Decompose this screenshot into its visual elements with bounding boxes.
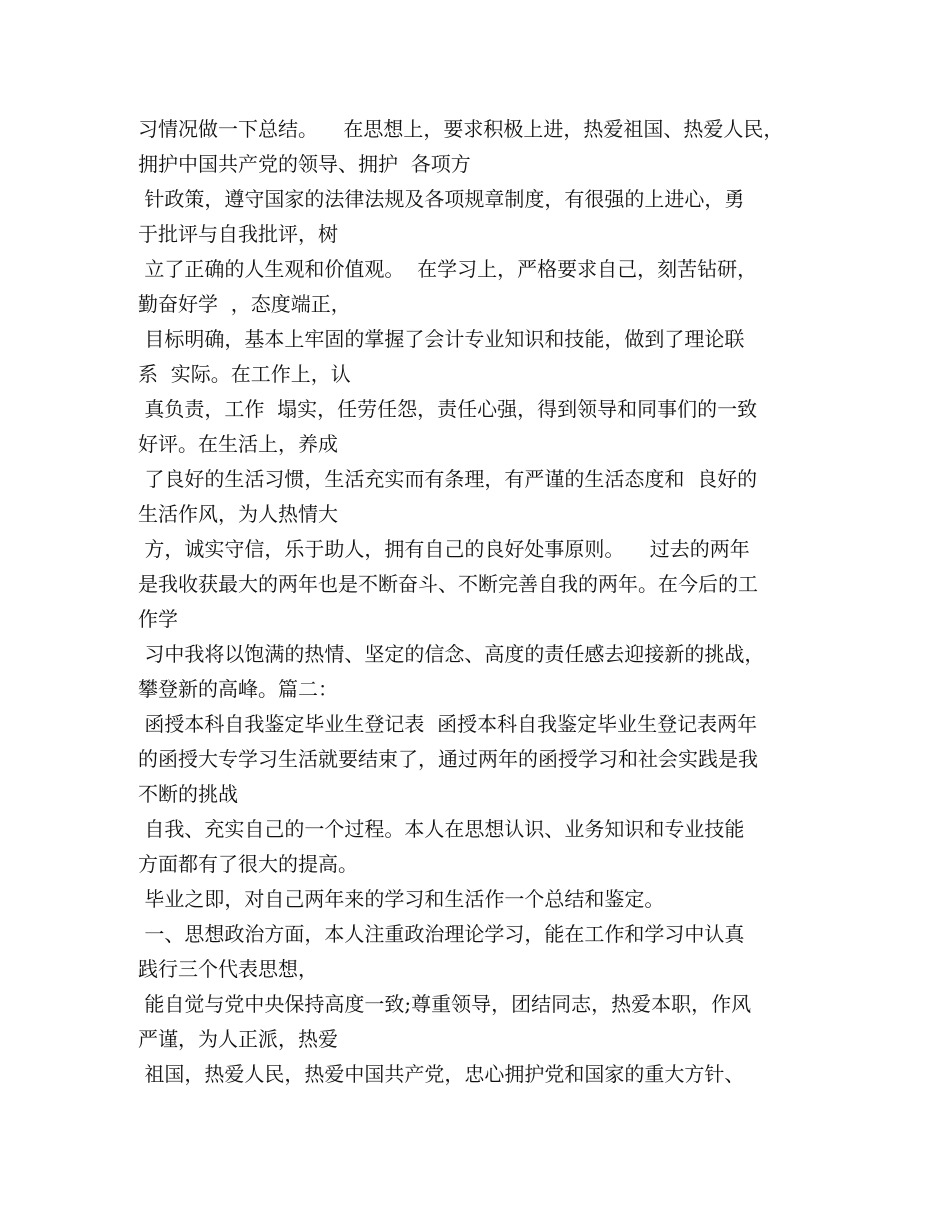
text-line: 攀登新的高峰。篇二： bbox=[138, 677, 338, 701]
text-line: 于批评与自我批评，树 bbox=[138, 222, 338, 246]
text-line: 践行三个代表思想， bbox=[138, 957, 318, 981]
text-line: 作学 bbox=[138, 607, 178, 631]
text-line: 自我、充实自己的一个过程。本人在思想认识、业务知识和专业技能 bbox=[138, 817, 745, 841]
document-body bbox=[138, 112, 828, 1092]
text-line: 立了正确的人生观和价值观。 在学习上，严格要求自己，刻苦钻研， bbox=[138, 257, 758, 281]
text-line: 目标明确，基本上牢固的掌握了会计专业知识和技能，做到了理论联 bbox=[138, 327, 745, 351]
text-line: 严谨，为人正派，热爱 bbox=[138, 1027, 338, 1051]
text-line: 方，诚实守信，乐于助人，拥有自己的良好处事原则。 过去的两年 bbox=[138, 537, 750, 561]
text-line: 了良好的生活习惯，生活充实而有条理，有严谨的生活态度和 良好的 bbox=[138, 467, 758, 491]
text-line: 不断的挑战 bbox=[138, 782, 238, 806]
text-line: 毕业之即，对自己两年来的学习和生活作一个总结和鉴定。 bbox=[138, 887, 665, 911]
text-line: 函授本科自我鉴定毕业生登记表 函授本科自我鉴定毕业生登记表两年 bbox=[138, 712, 758, 736]
text-line: 勤奋好学 ，态度端正， bbox=[138, 292, 351, 316]
text-line: 针政策，遵守国家的法律法规及各项规章制度，有很强的上进心，勇 bbox=[138, 187, 745, 211]
text-line: 的函授大专学习生活就要结束了，通过两年的函授学习和社会实践是我 bbox=[138, 747, 758, 771]
text-line: 一、思想政治方面，本人注重政治理论学习，能在工作和学习中认真 bbox=[138, 922, 745, 946]
text-line: 习情况做一下总结。 在思想上，要求积极上进，热爱祖国、热爱人民， bbox=[138, 117, 784, 141]
text-line: 方面都有了很大的提高。 bbox=[138, 852, 358, 876]
text-line: 真负责，工作 塌实，任劳任怨，责任心强，得到领导和同事们的一致 bbox=[138, 397, 758, 421]
text-line: 习中我将以饱满的热情、坚定的信念、高度的责任感去迎接新的挑战， bbox=[138, 642, 765, 666]
text-line: 系 实际。在工作上，认 bbox=[138, 362, 351, 386]
text-line: 祖国，热爱人民，热爱中国共产党，忠心拥护党和国家的重大方针、 bbox=[138, 1062, 745, 1086]
text-line: 能自觉与党中央保持高度一致;尊重领导，团结同志，热爱本职，作风 bbox=[138, 992, 752, 1016]
text-line: 拥护中国共产党的领导、拥护 各项方 bbox=[138, 152, 471, 176]
text-line: 生活作风，为人热情大 bbox=[138, 502, 338, 526]
text-line: 是我收获最大的两年也是不断奋斗、不断完善自我的两年。在今后的工 bbox=[138, 572, 758, 596]
text-line: 好评。在生活上，养成 bbox=[138, 432, 338, 456]
